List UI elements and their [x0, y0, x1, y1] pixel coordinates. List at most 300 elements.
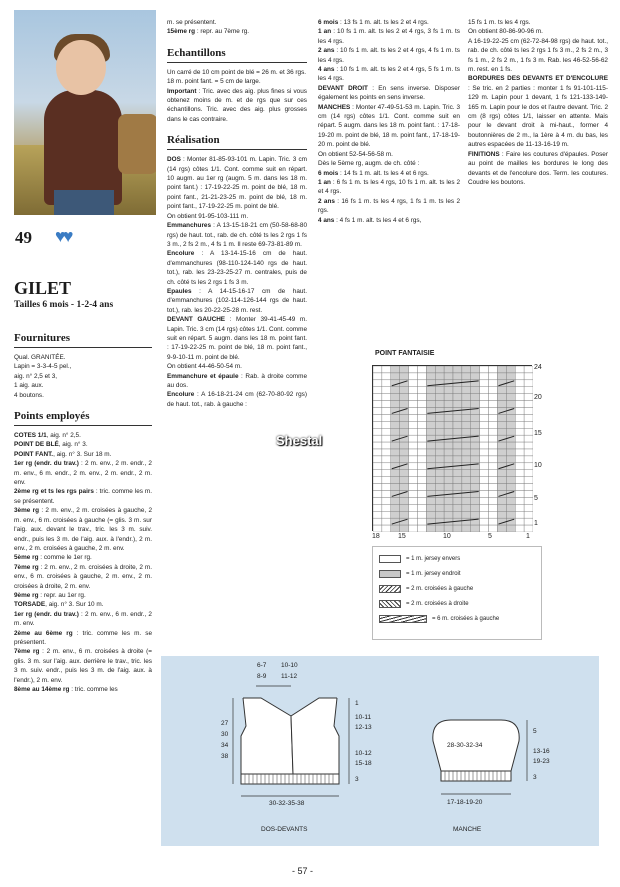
chart-cell	[480, 373, 489, 380]
chart-cell	[373, 435, 382, 442]
chart-cell	[480, 421, 489, 428]
chart-cell	[453, 414, 462, 421]
chart-cell	[373, 497, 382, 504]
chart-cell	[409, 387, 418, 394]
paragraph	[468, 18, 608, 27]
chart-cell	[515, 511, 524, 518]
chart-cell	[480, 504, 489, 511]
chart-cell	[417, 525, 426, 532]
paragraph-body: : A 16-18-21-24 cm (62-70-80-92 rgs) de haut. tot., rab. à gauche :	[167, 391, 307, 408]
chart-cell	[462, 470, 471, 477]
chart-cell	[515, 484, 524, 491]
chart-cell	[453, 373, 462, 380]
chart-cell	[453, 470, 462, 477]
chart-cell	[480, 366, 489, 373]
y-tick: 10	[534, 462, 542, 469]
chart-cell	[391, 449, 400, 456]
paragraph-lead: Emmanchures	[167, 222, 212, 230]
chart-cell	[497, 470, 506, 477]
paragraph	[14, 591, 152, 600]
chart-cell	[382, 449, 391, 456]
chart-cell	[409, 497, 418, 504]
chart-cell	[506, 456, 515, 463]
chart-cell	[462, 414, 471, 421]
chart-cell	[391, 484, 400, 491]
paragraph-body: : A 13-15-18-21 cm (50-58-68-80 rgs) de haut. tot., rab. de ch. côté ts les 2 rgs 1 fs 3 m., 2 fs 2 m., 4 fs 1 m. Il reste 69-73-81-89 m.	[167, 222, 307, 248]
chart-cell	[515, 449, 524, 456]
chart-cell	[391, 394, 400, 401]
paragraph-lead: FINITIONS	[468, 150, 500, 158]
chart-cell	[435, 408, 444, 415]
chart-cell	[373, 428, 382, 435]
x-tick: 5	[488, 533, 492, 540]
chart-cell	[382, 408, 391, 415]
chart-cell	[506, 387, 515, 394]
paragraph-lead: 15ème rg	[167, 28, 196, 36]
paragraph-lead: 4 ans	[318, 216, 335, 224]
chart-cell	[489, 470, 498, 477]
paragraph-body: On obtient 80-86-90-96 m.	[468, 28, 543, 36]
chart-cell	[417, 518, 426, 525]
chart-cell	[409, 456, 418, 463]
chart-cell	[400, 449, 409, 456]
chart-cell	[426, 401, 435, 408]
realisation-text	[167, 155, 307, 409]
chart-cell	[417, 449, 426, 456]
paragraph-lead: Encolure	[167, 391, 195, 399]
chart-cell	[480, 463, 489, 470]
chart-cell	[515, 408, 524, 415]
paragraph	[14, 440, 152, 449]
chart-cell	[444, 504, 453, 511]
heart-icon: ♥♥	[55, 226, 71, 246]
dim-label: 28-30-32-34	[447, 742, 483, 749]
paragraph	[14, 610, 152, 629]
chart-cell	[453, 366, 462, 373]
paragraph	[14, 431, 152, 440]
chart-cell	[417, 497, 426, 504]
chart-cell	[506, 525, 515, 532]
chart-cell	[480, 491, 489, 498]
chart-cell	[417, 414, 426, 421]
chart-cell	[373, 387, 382, 394]
chart-cell	[524, 497, 533, 504]
chart-cell	[426, 366, 435, 373]
paragraph-body: 18 m. point fant. = 5 cm de large.	[167, 78, 261, 86]
chart-cell	[435, 491, 444, 498]
chart-cell	[480, 470, 489, 477]
chart-cell	[391, 366, 400, 373]
paragraph	[14, 647, 152, 685]
paragraph-body: : 2 m. env., 2 m. croisées à droite, 2 m. env., 6 m. croisées à gauche, 2 m. env., 2 m. croisées à droite, 2 m. env.	[14, 563, 152, 590]
chart-cell	[426, 428, 435, 435]
chart-cell	[417, 484, 426, 491]
chart-cell	[417, 428, 426, 435]
chart-cell	[471, 387, 480, 394]
dim-label: 3	[533, 774, 537, 781]
paragraph-body: : 16 fs 1 m. ts les 4 rgs, 1 fs 1 m. ts les 2 rgs.	[318, 197, 460, 215]
points-text	[14, 431, 152, 694]
paragraph-lead: Encolure	[167, 250, 195, 258]
chart-cell	[435, 463, 444, 470]
paragraph	[14, 459, 152, 487]
chart-cell	[453, 428, 462, 435]
chart-cell	[497, 477, 506, 484]
paragraph-body: : Rab. à droite comme au dos.	[167, 372, 307, 389]
intro-text	[167, 18, 307, 37]
chart-cell	[382, 401, 391, 408]
chart-cell	[400, 401, 409, 408]
chart-cell	[409, 414, 418, 421]
sizes-subtitle: Tailles 6 mois - 1-2-4 ans	[14, 300, 114, 310]
paragraph-body: : 14 fs 1 m. alt. ts les 4 et 6 rgs.	[338, 169, 429, 177]
paragraph-lead: TORSADE	[14, 601, 46, 609]
chart-cell	[480, 497, 489, 504]
chart-cell	[453, 449, 462, 456]
chart-cell	[462, 463, 471, 470]
dim-label: 30-32-35-38	[269, 800, 305, 807]
paragraph	[167, 27, 307, 36]
chart-cell	[524, 408, 533, 415]
chart-cell	[480, 401, 489, 408]
dim-label: 1	[355, 700, 359, 707]
chart-cell	[462, 449, 471, 456]
chart-cell	[444, 394, 453, 401]
paragraph-body: : 10 fs 1 m. alt. ts les 2 et 4 rgs, 5 fs 1 m. ts les 4 rgs.	[318, 66, 460, 83]
chart-cell	[400, 387, 409, 394]
chart-cell	[400, 456, 409, 463]
chart-cell	[524, 463, 533, 470]
fourniture-line: 1 aig. aux.	[14, 382, 44, 390]
chart-cell	[489, 449, 498, 456]
chart-cell	[373, 463, 382, 470]
chart-cell	[426, 421, 435, 428]
chart-cell	[444, 449, 453, 456]
chart-cell	[382, 373, 391, 380]
chart-cell	[409, 380, 418, 387]
chart-cell	[444, 497, 453, 504]
chart-cell	[400, 366, 409, 373]
paragraph-lead: 1 an	[318, 28, 332, 36]
chart-cell	[409, 394, 418, 401]
chart-cell	[462, 435, 471, 442]
chart-cell	[435, 380, 444, 387]
pattern-number: 49	[15, 228, 32, 247]
paragraph-lead: DEVANT DROIT	[318, 84, 368, 92]
chart-cell	[515, 497, 524, 504]
chart-cell	[382, 366, 391, 373]
chart-cell	[489, 435, 498, 442]
paragraph-body: : tric. comme les m. se présentent.	[14, 629, 152, 646]
chart-cell	[524, 380, 533, 387]
paragraph-body: On obtient 91-95-103-111 m.	[167, 212, 249, 220]
paragraph-body: : Monter 39-41-45-49 m. Lapin. Tric. 3 cm (14 rgs) côtes 1/1. Cont. comme suit en répart. 5 augm. dans les 18 m. point fant. : 17-19-22-25 m. point de blé, 18 m. point fant., 9-9-10-11 m. point de blé.	[167, 316, 307, 361]
cross-six-left-icon	[379, 615, 427, 623]
chart-cell	[409, 463, 418, 470]
chart-cell	[373, 511, 382, 518]
paragraph-body: : 2 m. env., 6 m. endr., 2 m. env.	[14, 610, 152, 628]
chart-cell	[426, 525, 435, 532]
x-tick: 18	[372, 533, 380, 540]
chart-cell	[489, 504, 498, 511]
fourniture-line: Qual. GRANITÉE.	[14, 354, 66, 361]
chart-cell	[391, 470, 400, 477]
paragraph-lead: 2 ans	[318, 197, 335, 205]
chart-cell	[462, 401, 471, 408]
chart-cell	[515, 491, 524, 498]
chart-cell	[417, 463, 426, 470]
chart-cell	[471, 394, 480, 401]
dim-label: 5	[533, 728, 537, 735]
paragraph	[318, 150, 460, 159]
chart-cell	[524, 477, 533, 484]
photo-child-gilet	[14, 10, 156, 215]
chart-cell	[373, 421, 382, 428]
paragraph	[318, 27, 460, 46]
paragraph	[14, 600, 152, 609]
chart-cell	[417, 456, 426, 463]
paragraph-body: On obtient 44-46-50-54 m.	[167, 363, 242, 371]
chart-cell	[391, 511, 400, 518]
chart-cell	[417, 408, 426, 415]
chart-cell	[373, 525, 382, 532]
chart-cell	[444, 401, 453, 408]
y-tick: 5	[534, 495, 538, 502]
chart-cell	[480, 449, 489, 456]
paragraph-lead: 9ème rg	[14, 591, 39, 599]
fourniture-line: Lapin = 3-3-4-5 pel.,	[14, 363, 72, 371]
chart-cell	[480, 511, 489, 518]
paragraph-body: Dès le 5ème rg, augm. de ch. côté :	[318, 160, 420, 168]
chart-cell	[400, 525, 409, 532]
chart-cell	[417, 442, 426, 449]
chart-cell	[462, 421, 471, 428]
chart-cell	[489, 463, 498, 470]
paragraph-lead: 4 ans	[318, 66, 335, 74]
paragraph	[14, 553, 152, 562]
chart-cell	[471, 497, 480, 504]
legend-item: = 1 m. jersey envers	[379, 551, 535, 566]
chart-cell	[480, 387, 489, 394]
chart-cell	[506, 484, 515, 491]
chart-cell	[506, 428, 515, 435]
chart-cell	[435, 449, 444, 456]
paragraph-lead: DOS	[167, 156, 181, 164]
chart-cell	[373, 373, 382, 380]
dim-label: 15-18	[355, 760, 372, 767]
paragraph-body: : A 13-14-15-16 cm de haut. d'emmanchures (98-110-124-140 rgs de haut. tot.), rab. les 23-23-25-27 m. centrales, puis de ch. côté ts les 2 rgs 1 fs 3 m.	[167, 250, 307, 286]
chart-cell	[373, 491, 382, 498]
chart-cell	[462, 504, 471, 511]
chart-cell	[417, 491, 426, 498]
paragraph-body: , aig. n° 3.	[58, 441, 88, 449]
chart-cell	[373, 504, 382, 511]
chart-cell	[497, 366, 506, 373]
chart-cell	[426, 470, 435, 477]
paragraph-body: : Monter 81-85-93-101 m. Lapin. Tric. 3 cm (14 rgs) côtes 1/1. Cont. comme suit en répart. 10 augm. au 1er rg (augm. 5 m. dans les 18 m. point fant.) : 17-19-22-25 m. point de blé, 18 m. point fant., 21-21-23-25 m. point de blé, 18 m. point fant., 17-19-22-25 m. point de blé.	[167, 156, 307, 211]
chart-cell	[391, 414, 400, 421]
chart-cell	[435, 373, 444, 380]
chart-cell	[462, 428, 471, 435]
chart-cell	[435, 525, 444, 532]
chart-cell	[453, 497, 462, 504]
cross-left-icon	[379, 585, 401, 593]
chart-cell	[471, 477, 480, 484]
chart-cell	[373, 449, 382, 456]
chart-cell	[444, 484, 453, 491]
dim-label: 11-12	[281, 673, 298, 680]
chart-cell	[409, 525, 418, 532]
chart-cell	[373, 414, 382, 421]
chart-cell	[480, 435, 489, 442]
chart-cell	[462, 408, 471, 415]
paragraph	[167, 221, 307, 249]
chart-cell	[515, 470, 524, 477]
chart-cell	[506, 401, 515, 408]
dim-label: 30	[221, 731, 229, 738]
chart-cell	[506, 477, 515, 484]
chart-cell	[400, 394, 409, 401]
y-tick: 1	[534, 520, 538, 527]
chart-cell	[480, 525, 489, 532]
chart-cell	[373, 442, 382, 449]
column-materials	[14, 332, 152, 852]
dim-label: 8-9	[257, 673, 267, 680]
chart-cell	[444, 442, 453, 449]
chart-cell	[382, 470, 391, 477]
chart-cell	[453, 484, 462, 491]
chart-cell	[506, 449, 515, 456]
chart-cell	[497, 373, 506, 380]
paragraph-lead: 7ème rg	[14, 648, 40, 656]
chart-cell	[497, 456, 506, 463]
paragraph-lead: 6 mois	[318, 19, 339, 26]
chart-cell	[444, 428, 453, 435]
paragraph-lead: MANCHES	[318, 103, 351, 111]
chart-cell	[524, 449, 533, 456]
paragraph-body: : repr. au 7ème rg.	[195, 28, 250, 36]
chart-cell	[497, 401, 506, 408]
paragraph-lead: 8ème au 14ème rg	[14, 686, 70, 693]
paragraph-lead: 3ème rg	[14, 507, 40, 515]
paragraph	[14, 450, 152, 459]
dim-label: 6-7	[257, 662, 267, 669]
chart-cell	[444, 511, 453, 518]
paragraph-lead: 5ème rg	[14, 554, 39, 562]
chart-cell	[391, 373, 400, 380]
chart-cell	[391, 428, 400, 435]
chart-cell	[489, 456, 498, 463]
chart-cell	[515, 394, 524, 401]
chart-cell	[382, 477, 391, 484]
chart-cell	[444, 373, 453, 380]
chart-cell	[515, 504, 524, 511]
chart-cell	[444, 456, 453, 463]
paragraph-body: A 16-19-22-25 cm (62-72-84-98 rgs) de haut. tot., rab. de ch. côté ts les 2 rgs 1 fs 3 m., 2 fs 2 m., 3 fs 1 m., 2 fs 2 m., 1 fs 3 m. Rab. les 46-52-56-62 m. rest. en 1 fs.	[468, 37, 608, 74]
paragraph-lead: BORDURES DES DEVANTS ET D'ENCOLURE	[468, 75, 608, 83]
grey-square-icon	[379, 570, 401, 578]
chart-cell	[515, 442, 524, 449]
chart-cell	[382, 525, 391, 532]
chart-cell	[400, 504, 409, 511]
paragraph	[167, 249, 307, 287]
paragraph	[468, 74, 608, 149]
chart-cell	[435, 477, 444, 484]
chart-cell	[497, 497, 506, 504]
legend-item: = 1 m. jersey endroit	[379, 566, 535, 581]
chart-cell	[373, 518, 382, 525]
paragraph	[167, 372, 307, 391]
chart-cell	[426, 504, 435, 511]
chart-cell	[391, 504, 400, 511]
chart-cell	[435, 387, 444, 394]
chart-cell	[373, 401, 382, 408]
chart-cell	[435, 497, 444, 504]
chart-cell	[382, 380, 391, 387]
paragraph	[468, 150, 608, 188]
dim-label: 3	[355, 776, 359, 783]
chart-cell	[409, 484, 418, 491]
paragraph-body: 15 fs 1 m. ts les 4 rgs.	[468, 19, 531, 26]
chart-cell	[417, 394, 426, 401]
chart-cell	[462, 442, 471, 449]
chart-cell	[524, 491, 533, 498]
chart-cell	[453, 421, 462, 428]
chart-cell	[409, 504, 418, 511]
paragraph-body: : 4 fs 1 m. alt. ts les 4 et 6 rgs,	[334, 216, 422, 224]
page-title: GILET	[14, 278, 72, 298]
chart-cell	[435, 394, 444, 401]
chart-cell	[444, 477, 453, 484]
paragraph-body: On obtient 52-54-56-58 m.	[318, 150, 393, 158]
chart-cell	[391, 477, 400, 484]
chart-cell	[382, 484, 391, 491]
chart-cell	[524, 435, 533, 442]
paragraph	[318, 46, 460, 65]
x-tick: 10	[443, 533, 451, 540]
chart-cell	[426, 387, 435, 394]
chart-cell	[444, 414, 453, 421]
paragraph	[318, 169, 460, 178]
chart-cell	[453, 394, 462, 401]
paragraph	[167, 362, 307, 371]
chart-cell	[489, 442, 498, 449]
paragraph	[468, 27, 608, 36]
chart-cell	[453, 387, 462, 394]
chart-cell	[497, 484, 506, 491]
chart-cell	[497, 387, 506, 394]
chart-cell	[400, 484, 409, 491]
chart-cell	[417, 387, 426, 394]
chart-cell	[506, 366, 515, 373]
dim-label: 34	[221, 742, 229, 749]
chart-cell	[515, 380, 524, 387]
chart-cell	[506, 373, 515, 380]
paragraph-lead: 6 mois	[318, 169, 339, 177]
paragraph	[318, 65, 460, 84]
chart-cell	[382, 456, 391, 463]
chart-cell	[453, 504, 462, 511]
paragraph	[318, 103, 460, 150]
paragraph-lead: Important	[167, 87, 197, 95]
chart-cell	[382, 442, 391, 449]
chart-cell	[435, 484, 444, 491]
chart-cell	[391, 421, 400, 428]
chart-cell	[400, 511, 409, 518]
paragraph-lead: POINT DE BLÉ	[14, 441, 59, 449]
chart-cell	[462, 373, 471, 380]
chart-cell	[382, 511, 391, 518]
